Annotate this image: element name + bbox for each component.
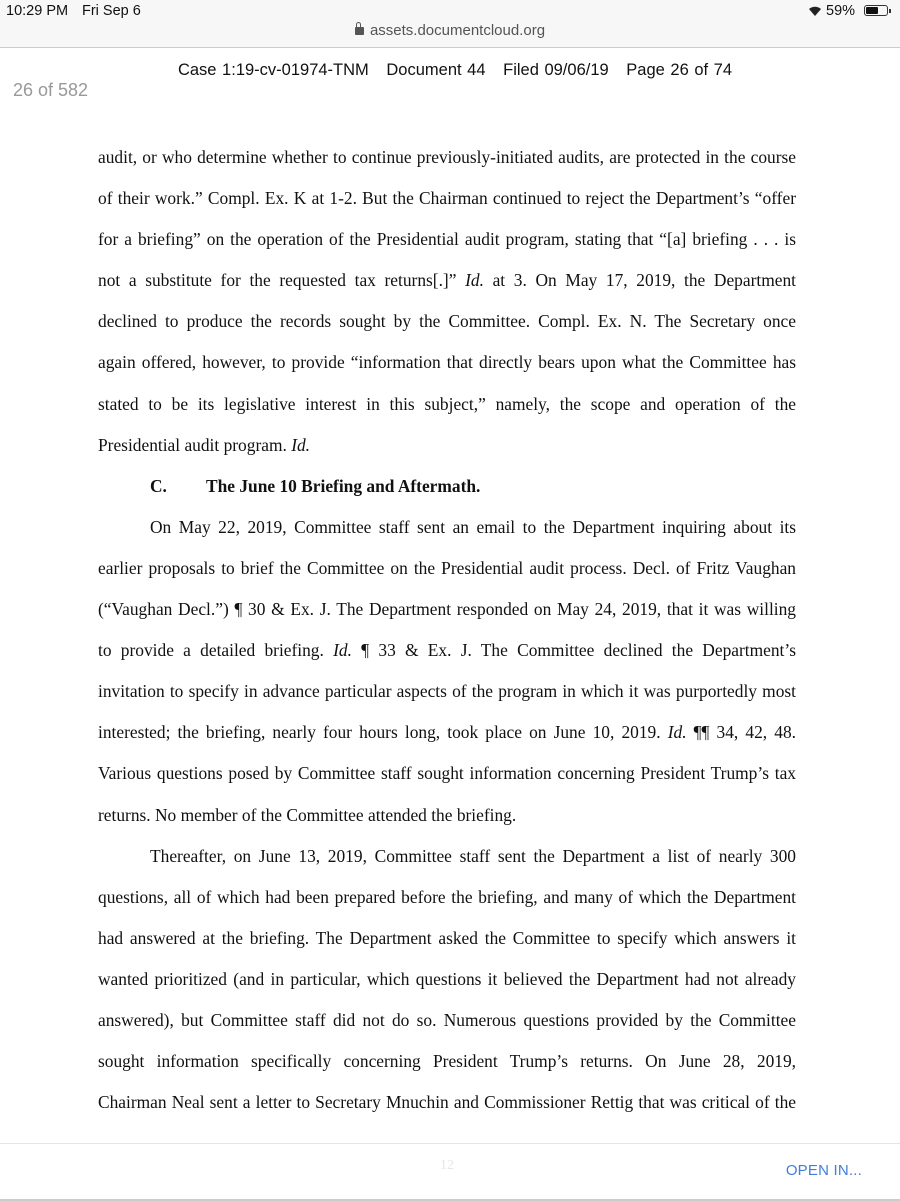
text-line: [98, 1091, 796, 1132]
text-segment: wanted prioritized (and in particular, which questions it believed the Department had not already: [98, 968, 796, 989]
text-line: [98, 351, 796, 392]
page-counter: 26 of 582: [13, 80, 89, 100]
text-line: [98, 721, 796, 762]
battery-icon: [864, 5, 888, 16]
citation-italic: Id.: [667, 722, 687, 743]
text-segment: to provide a detailed briefing.: [98, 640, 334, 661]
text-line: [98, 557, 796, 598]
divider: [0, 47, 900, 48]
text-line: [98, 639, 796, 680]
text-segment: for a briefing” on the operation of the Presidential audit program, stating that “[a] briefing . . . is: [98, 229, 796, 250]
text-line: [98, 1009, 796, 1050]
text-segment: had answered at the briefing. The Department asked the Committee to specify which answers it: [98, 927, 796, 948]
text-segment: again offered, however, to provide “information that directly bears upon what the Committee has: [98, 352, 796, 373]
text-line: [98, 598, 796, 639]
text-line: [98, 1050, 796, 1091]
status-date: Fri Sep 6: [82, 3, 141, 19]
bottom-toolbar: [0, 1143, 900, 1201]
status-bar: [0, 0, 900, 48]
case-number: Case 1:19-cv-01974-TNM: [177, 61, 369, 79]
document-number: Document 44: [386, 61, 486, 79]
text-line: [98, 434, 796, 475]
text-segment: stated to be its legislative interest in this subject,” namely, the scope and operation of the: [98, 393, 796, 414]
text-segment: Presidential audit program.: [98, 434, 292, 455]
lock-icon: [355, 27, 364, 35]
text-line: [98, 516, 796, 557]
text-segment: interested; the briefing, nearly four hours long, took place on June 10, 2019.: [98, 722, 668, 743]
battery-percent: 59%: [826, 3, 856, 19]
document-header: [0, 61, 900, 80]
text-line: [98, 968, 796, 1009]
section-heading: [98, 475, 796, 516]
text-segment: Thereafter, on June 13, 2019, Committee staff sent the Department a list of nearly 300: [150, 845, 796, 866]
text-segment: sought information specifically concerning President Trump’s returns. On June 28, 2019,: [98, 1051, 796, 1072]
text-segment: returns. No member of the Committee attended the briefing.: [98, 804, 517, 825]
text-segment: invitation to specify in advance particular aspects of the program in which it was purportedly most: [98, 681, 796, 702]
text-segment: declined to produce the records sought by the Committee. Compl. Ex. N. The Secretary once: [98, 311, 796, 332]
citation-italic: Id.: [291, 434, 311, 455]
address-bar[interactable]: [0, 22, 900, 39]
footer-page-number: 12: [440, 1158, 454, 1173]
citation-italic: Id.: [333, 640, 352, 661]
text-line: [98, 927, 796, 968]
text-line: [98, 146, 796, 187]
text-line: [98, 680, 796, 721]
text-segment: audit, or who determine whether to continue previously-initiated audits, are protected in the course: [98, 147, 796, 167]
document-body: [98, 146, 796, 1132]
text-segment: Various questions posed by Committee staff sought information concerning President Trump’s tax: [98, 763, 796, 784]
text-line: [98, 762, 796, 803]
text-segment: answered), but Committee staff did not do so. Numerous questions provided by the Committee: [98, 1009, 796, 1030]
text-segment: questions, all of which had been prepared before the briefing, and many of which the Department: [98, 886, 796, 907]
text-segment: ¶¶ 34, 42, 48.: [686, 722, 796, 743]
text-segment: at 3. On May 17, 2019, the Department: [483, 270, 796, 291]
text-segment: earlier proposals to brief the Committee on the Presidential audit process. Decl. of Fritz Vaughan: [98, 557, 796, 578]
open-in-button[interactable]: OPEN IN...: [785, 1162, 862, 1179]
text-line: [98, 845, 796, 886]
text-line: [98, 269, 796, 310]
text-line: [98, 228, 796, 269]
text-segment: of their work.” Compl. Ex. K at 1-2. But the Chairman continued to reject the Department’s “offer: [98, 188, 796, 209]
text-line: [98, 886, 796, 927]
page-of: Page 26 of 74: [626, 61, 733, 79]
url-text: assets.documentcloud.org: [369, 22, 546, 39]
text-segment: Chairman Neal sent a letter to Secretary Mnuchin and Commissioner Rettig that was critical of the: [98, 1092, 796, 1113]
filed-date: Filed 09/06/19: [503, 61, 609, 79]
text-line: [98, 804, 796, 845]
citation-italic: Id.: [465, 270, 484, 291]
text-segment: not a substitute for the requested tax returns[.]”: [98, 270, 466, 291]
heading-label: C.: [150, 475, 167, 496]
text-line: [98, 393, 796, 434]
text-segment: (“Vaughan Decl.”) ¶ 30 & Ex. J. The Department responded on May 24, 2019, that it was willing: [98, 599, 796, 620]
text-segment: On May 22, 2019, Committee staff sent an email to the Department inquiring about its: [150, 516, 796, 537]
wifi-icon: [808, 5, 822, 17]
text-line: [98, 310, 796, 351]
text-line: [98, 187, 796, 228]
text-segment: ¶ 33 & Ex. J. The Committee declined the Department’s: [351, 640, 796, 661]
status-time: 10:29 PM: [6, 3, 69, 19]
heading-title: The June 10 Briefing and Aftermath.: [206, 475, 481, 496]
